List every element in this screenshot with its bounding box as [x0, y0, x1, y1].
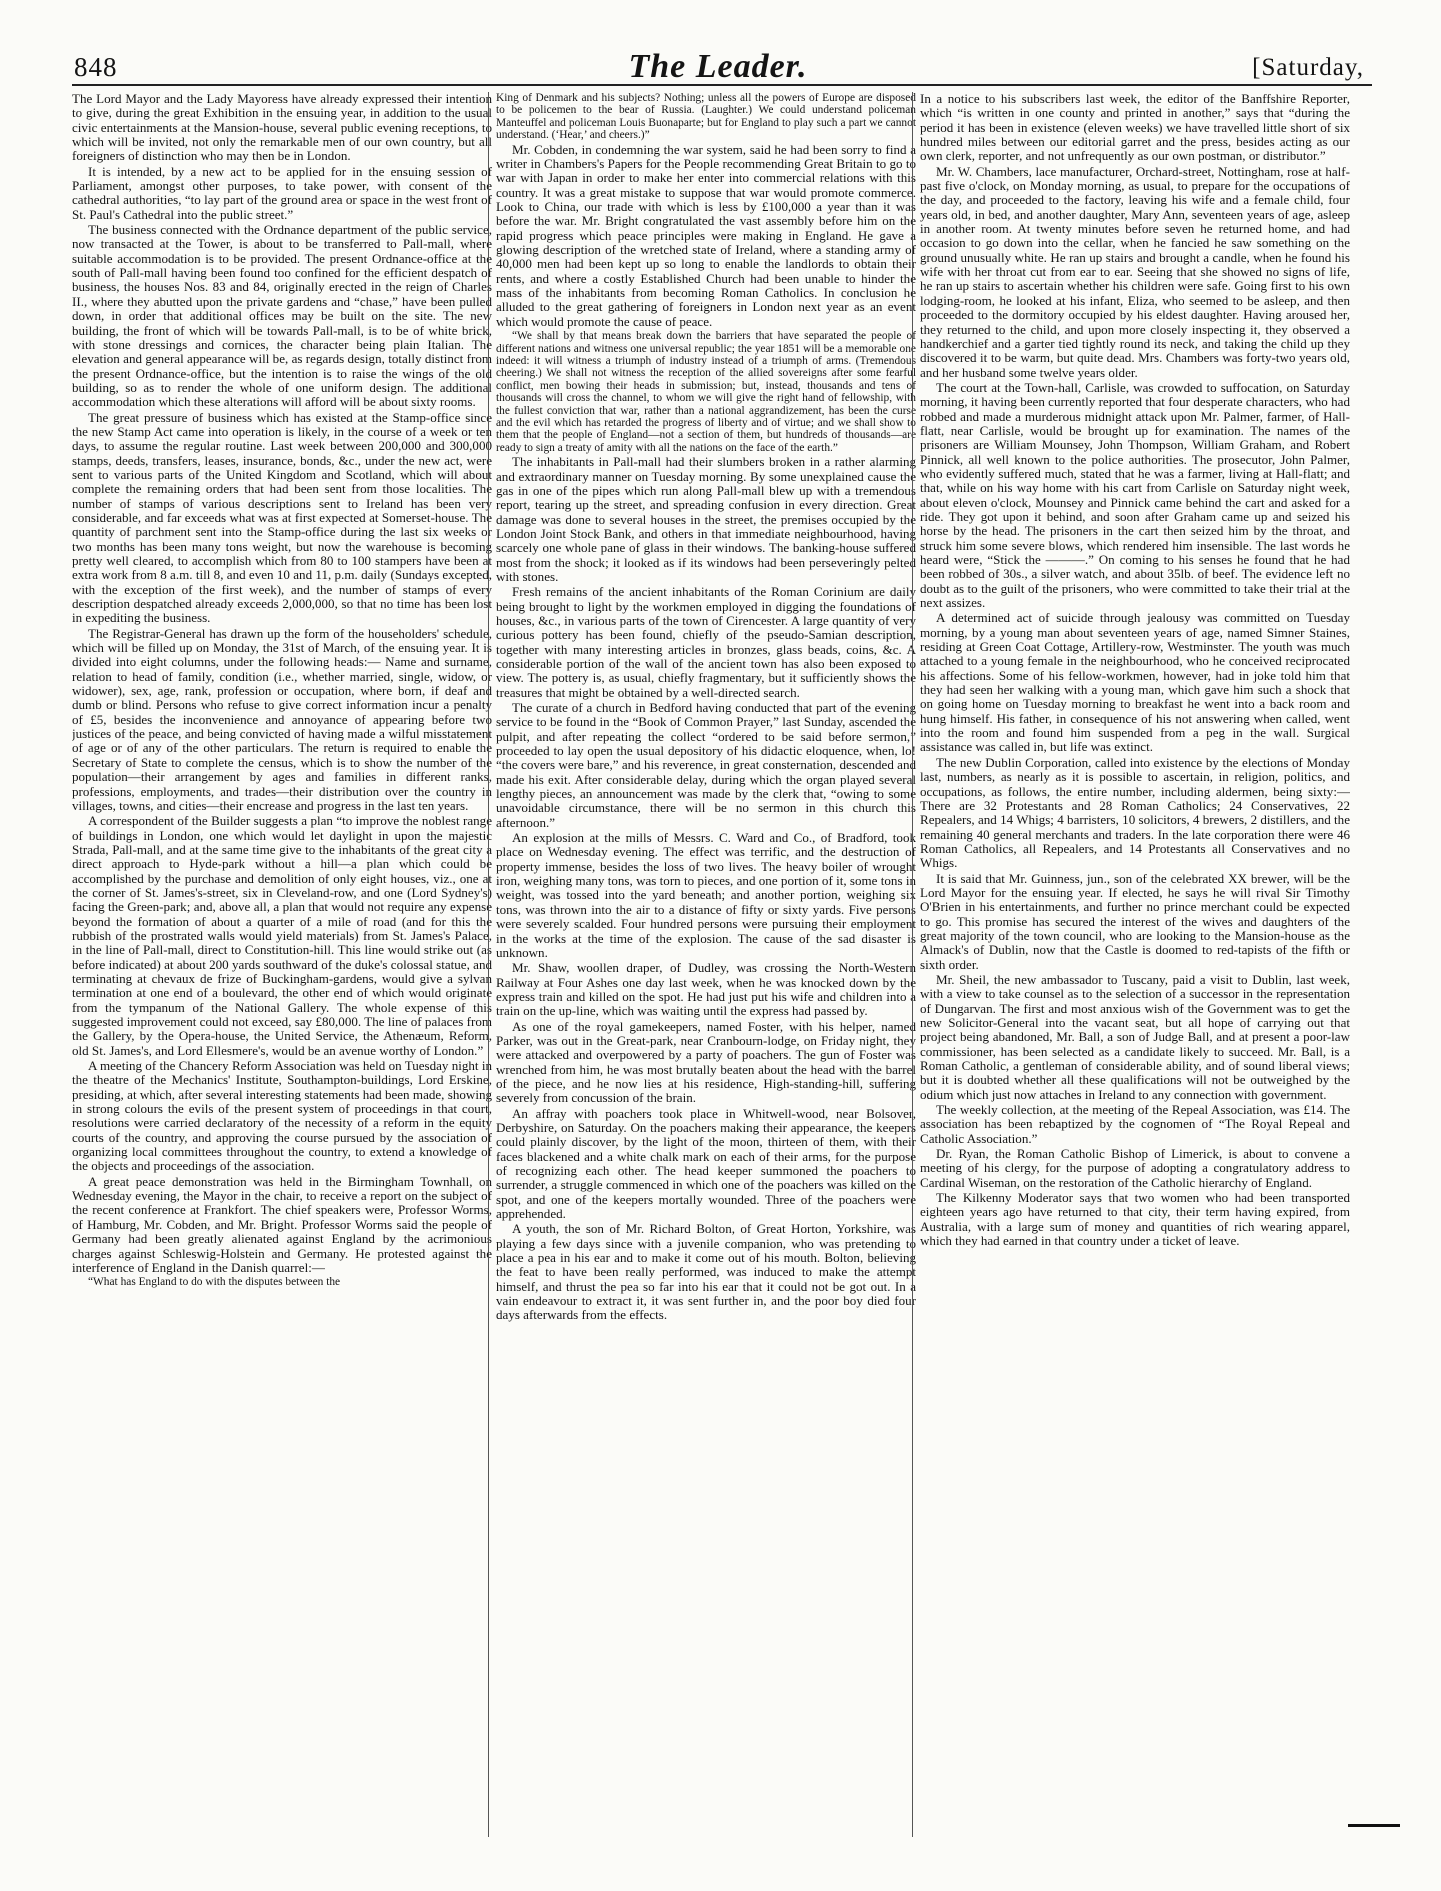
quote-start: “What has England to do with the disputes between the: [88, 1276, 341, 1289]
column-divider: [488, 92, 489, 1837]
article-great-horton: A youth, the son of Mr. Richard Bolton, of Great Horton, Yorkshire, was playing a few days since with a juvenile companion, who was pretending to place a pea in his ear and to make it come out of his mouth. Bolton, believing the feat to have been really performed, was induced to make the attempt himself, and thrust the pea so far into his ear that it could not be got out. In a vain endeavour to extract it, it was sent further in, and the poor boy died four days afterwards from the effects.: [496, 1221, 916, 1323]
article-census: The Registrar-General has drawn up the form of the householders' schedule, which will be filled up on Monday, the 31st of March, of the ensuing year. It is divided into eight columns, under the following heads:— Name and surname, relation to head of family, condition (i.e., whether married, single, widow, or widower), sex, age, rank, profession or occupation, where born, if deaf and dumb or blind. Persons who refuse to give correct information incur a penalty of £5, besides the inconvenience and annoyance of appearing before two justices of the peace, and being convicted of having made a wilful misstatement of age or of any of the other particulars. The return is required to enable the Secretary of State to complete the census, which is to show the number of the population—their arrangement by ages and families in different ranks, professions, employments, and trades—their distribution over the country in villages, towns, and cities—their encrease and progress in the last ten years.: [72, 625, 492, 813]
article-dudley: Mr. Shaw, woollen draper, of Dudley, was crossing the North-Western Railway at Four Ashes one day last week, when he was knocked down by the express train and killed on the spot. He had just put his wife and children into a train on the up-line, which was waiting until the express had passed by.: [496, 960, 916, 1019]
article-chancery: A meeting of the Chancery Reform Association was held on Tuesday night in the theatre of the Mechanics' Institute, Southampton-buildings, Lord Erskine, presiding, at which, after several interesting statements had been made, showing in strong colours the evils of the present system of proceedings in that court, resolutions were carried declaratory of the necessity of a reform in the equity courts of the country, and approving the course pursued by the association of organizing local committees throughout the country, to extend a knowledge of the objects and proceedings of the association.: [72, 1058, 492, 1174]
masthead: [72, 48, 1364, 92]
article-suicide: A determined act of suicide through jealousy was committed on Tuesday morning, by a young man about seventeen years of age, named Simner Staines, residing at Green Coat Cottage, Artillery-row, Westminster. The youth was much attached to a young female in the neighbourhood, who he conceived reciprocated his affections. Some of his fellow-workmen, however, had in joke told him that they had seen her walking with a young man, which gave him such a shock that on going home on Tuesday morning to breakfast he went into a back room and hung himself. His father, in consequence of his not answering when called, went into the room and found him suspended from a peg in the wall. Surgical assistance was called in, but life was extinct.: [920, 610, 1350, 755]
quote-continued: King of Denmark and his subjects? Nothing; unless all the powers of Europe are disposed to be policemen to the bear of Russia. (Laughter.) We could understand policeman Manteuffel and policeman Louis Buonaparte; but for England to play such a part we cannot understand. (‘Hear,’ and cheers.)”: [496, 92, 916, 142]
article-bedford-curate: The curate of a church in Bedford having conducted that part of the evening service to be found in the “Book of Common Prayer,” last Sunday, ascended the pulpit, and after repeating the collect “ordered to be said before sermon,” proceeded to lay open the usual depository of his didactic eloquence, when, lo! “the covers were bare,” and his reverence, in great consternation, descended and made his exit. After considerable delay, during which the organ played several lengthy pieces, an announcement was made by the clerk that, “owing to some unavoidable circumstance, there will be no sermon in this church this afternoon.”: [496, 700, 916, 830]
article-dr-ryan: Dr. Ryan, the Roman Catholic Bishop of Limerick, is about to convene a meeting of his clergy, for the purpose of adopting a congratulatory address to Cardinal Wiseman, on the restoration of the Catholic hierarchy of England.: [920, 1146, 1350, 1190]
article-chambers-nottingham: Mr. W. Chambers, lace manufacturer, Orchard-street, Nottingham, rose at half-past five o'clock, on Monday morning, as usual, to prepare for the occupations of the day, and proceeded to the factory, leaving his wife and a female child, four years old, in bed, and another daughter, Mary Ann, seventeen years of age, asleep in another room. At twenty minutes before seven he returned home, and had occasion to go down into the cellar, when he fancied he saw something on the ground unusually white. He ran up stairs and brought a candle, when he found his wife with her throat cut from ear to ear. Seeing that she showed no signs of life, he ran up stairs to ascertain whether his children were safe. Going first to his own lodging-room, he looked at his infant, Eliza, who seemed to be asleep, and then proceeded to the dormitory occupied by his eldest daughter. Having aroused her, they returned to the child, and upon more closely inspecting it, they observed a handkerchief and a garter tied tightly round its neck, and taking the child up they discovered it to be warm, but quite dead. Mrs. Chambers was forty-two years old, and her husband some twelve years older.: [920, 163, 1350, 380]
article-gamekeepers: As one of the royal gamekeepers, named Foster, with his helper, named Parker, was out in the Great-park, near Cranbourn-lodge, on Friday night, they were attacked and overpowered by a party of poachers. The gun of Foster was wrenched from him, he was most brutally beaten about the head with the barrel of the piece, and he now lies at his residence, High-standing-hill, suffering severely from concussion of the brain.: [496, 1018, 916, 1106]
article-guinness: It is said that Mr. Guinness, jun., son of the celebrated XX brewer, will be the Lord Mayor for the ensuing year. If elected, he says he will rival Sir Timothy O'Brien in his entertainments, and further no prince merchant could be expected to go. This promise has secured the interest of the wives and daughters of the great majority of the town council, who are looking to the Mansion-house as the Almack's of Dublin, now that the Castle is doomed to red-tapists of the fifth or sixth order.: [920, 870, 1350, 972]
article-carlisle: The court at the Town-hall, Carlisle, was crowded to suffocation, on Saturday morning, it having been currently reported that four desperate characters, who had robbed and made a murderous midnight attack upon Mr. Palmer, farmer, of Hall-flatt, near Carlisle, would be brought up for examination. The names of the prisoners are William Mounsey, John Thompson, William Graham, and Robert Pinnick, all well known to the police authorities. The prosecutor, John Palmer, who evidently suffered much, stated that he was a farmer, living at Hall-flatt; and that, while on his way home with his cart from Carlisle on Saturday night week, about eleven o'clock, Mounsey and Pinnick came behind the cart and asked for a ride. They got upon it behind, and soon after Graham came up and seized his horse by the head. The prisoners in the cart then seized him by the throat, and struck him some severe blows, which rendered him insensible. The last words he heard were, “Stick the ———.” On coming to his senses he found that he had been robbed of 30s., a silver watch, and about 35lb. of beef. The evidence left no doubt as to the guilt of the prisoners, who were committed to take their trial at the next assizes.: [920, 379, 1350, 611]
page-number: 848: [74, 52, 118, 82]
issue-day: [Saturday,: [1252, 54, 1364, 81]
article-ordnance: The business connected with the Ordnance department of the public service, now transacted at the Tower, is about to be transferred to Pall-mall, where suitable accommodation is to be provided. The present Ordnance-office at the south of Pall-mall having been found too confined for the efficient despatch of business, the houses Nos. 83 and 84, originally erected in the reign of Charles II., where they abutted upon the private gardens and “chase,” have been pulled down, in order that additional offices may be built on the site. The new building, the front of which will be towards Pall-mall, is to be of white brick, with stone dressings and cornices, the character being plain Italian. The elevation and general appearance will be, as regards design, totally distinct from the present Ordnance-office, but the intention is to raise the wings of the old building, so as to render the whole of one uniform design. The additional accommodation which these alterations will afford will be about sixty rooms.: [72, 222, 492, 410]
article-builder: A correspondent of the Builder suggests a plan “to improve the noblest range of buildings in London, one which would let daylight in upon the majestic Strada, Pall-mall, and at the same time give to the inhabitants of the great city a direct approach to Hyde-park without a hill—a plan which could be accomplished by the purchase and demolition of only eight houses, viz., one at the corner of St. James's-street, six in Cleveland-row, and one (Lord Sydney's) facing the Green-park; and, above all, a plan that would not require any expense beyond the formation of about a quarter of a mile of road (and for this the rubbish of the prostrated walls would yield materials) from St. James's Palace, in the line of Pall-mall, direct to Constitution-hill. This line would strike out (as before indicated) at about 200 yards southward of the duke's colossal statue, and terminating at chevaux de frize of Buckingham-gardens, would give a sylvan termination at one end of a boulevard, the other end of which would originate from the tympanum of the National Gallery. The whole expense of this suggested improvement could not exceed, say £80,000. The line of palaces from the Gallery, by the Opera-house, the United Service, the Athenæum, Reform, old St. James's, and Lord Ellesmere's, would be an avenue worthy of London.”: [72, 813, 492, 1058]
column-2: [496, 92, 916, 1837]
article-bradford-explosion: An explosion at the mills of Messrs. C. Ward and Co., of Bradford, took place on Wednesday evening. The effect was terrific, and the destruction of property immense, besides the loss of two lives. The heavy boiler of wrought iron, weighing many tons, was torn to pieces, and one portion of it, some tons in weight, was tossed into the yard beneath; and another portion, weighing six tons, was thrown into the air to a distance of fifty or sixty yards. Five persons were severely scalded. Four hundred persons were pursuing their employment in the works at the time of the explosion. The cause of the sad disaster is unknown.: [496, 830, 916, 960]
article-dublin-corporation: The new Dublin Corporation, called into existence by the elections of Monday last, numbers, as nearly as it is possible to ascertain, in religion, politics, and occupations, as follows, the entire number, including aldermen, being sixty:—There are 32 Protestants and 28 Roman Catholics; 24 Conservatives, 22 Repealers, and 14 Whigs; 4 barristers, 10 solicitors, 4 brewers, 2 distillers, and the remaining 40 general merchants and traders. In the late corporation there were 46 Roman Catholics, all Repealers, and 14 Protestants all Conservatives and no Whigs.: [920, 754, 1350, 871]
quote-bright: “We shall by that means break down the barriers that have separated the people of different nations and witness one universal republic; the year 1851 will be a memorable one indeed: it will witness a triumph of industry instead of a triumph of arms. (Tremendous cheering.) We shall not witness the reception of the allied sovereigns after some fearful conflict, men bowing their heads in submission; but, instead, thousands and tens of thousands will cross the channel, to whom we will give the right hand of fellowship, with the fullest conviction that war, rather than a national aggrandizement, has been the curse and the evil which has retarded the progress of liberty and of virtue; and we shall show to them that the people of England—not a section of them, but hundreds of thousands—are ready to sign a treaty of amity with all the nations on the face of the earth.”: [496, 330, 916, 454]
header-rule: [72, 84, 1372, 86]
article-banffshire: In a notice to his subscribers last week, the editor of the Banffshire Reporter, which “is written in one county and printed in another,” says that “during the period it has been in existence (eleven weeks) we have travelled little short of six hundred miles between our editorial garret and the press, besides acting as our own clerk, reporter, and not unfrequently as our own postman, or distributor.”: [920, 92, 1350, 164]
article-cobden: Mr. Cobden, in condemning the war system, said he had been sorry to find a writer in Chambers's Papers for the People recommending Great Britain to go to war with Japan in order to make her enter into commercial relations with this country. It was a great mistake to suppose that war would promote commerce. Look to China, our trade with which is less by £100,000 a year than it was before the war. Mr. Bright congratulated the vast assembly before him on the rapid progress which peace principles were making in England. He gave a glowing description of the wretched state of Ireland, where a standing army of 40,000 men had been kept up so long to enable the landlords to obtain their rents, and where a costly Established Church had been unable to hinder the mass of the inhabitants from becoming Roman Catholics. In conclusion he alluded to the great gathering of foreigners in London next year as an event which would promote the cause of peace.: [496, 141, 916, 329]
article-repeal: The weekly collection, at the meeting of the Repeal Association, was £14. The association has been rebaptized by the cognomen of “The Royal Repeal and Catholic Association.”: [920, 1102, 1350, 1146]
column-3: [920, 92, 1350, 1837]
article-stamp-office: The great pressure of business which has existed at the Stamp-office since the new Stamp Act came into operation is likely, in the course of a week or ten days, to assume the regular routine. Last week between 200,000 and 300,000 stamps, deeds, transfers, leases, insurance, bonds, &c., under the new act, were sent to various parts of the United Kingdom and Scotland, which will about complete the remaining orders that had been sent from those localities. The number of stamps of various descriptions sent to Ireland has been very considerable, and far exceeds what was at first expected at Somerset-house. The quantity of parchment sent into the Stamp-office during the last six weeks or two months has been many tons weight, but now the warehouse is becoming pretty well cleared, to accomplish which from 80 to 100 stampers have been at extra work from 8 a.m. till 8, and even 10 and 11, p.m. daily (Sundays excepted, with the exception of the first week), and the number of stamps of every description despatched already exceeds 2,000,000, so that no time has been lost in expediting the business.: [72, 409, 492, 626]
article-st-pauls: It is intended, by a new act to be applied for in the ensuing session of Parliament, amongst other purposes, to take power, with consent of the cathedral authorities, “to lay part of the ground area or space in the west front of St. Paul's Cathedral into the public street.”: [72, 163, 492, 222]
article-peace-demonstration: A great peace demonstration was held in the Birmingham Townhall, on Wednesday evening, the Mayor in the chair, to receive a report on the subject of the recent conference at Frankfort. The chief speakers were, Professor Worms, of Hamburg, Mr. Cobden, and Mr. Bright. Professor Worms said the people of Germany had been greatly alienated against England by the acrimonious charges against Schleswig-Holstein and Germany. He protested against the interference of England in the Danish quarrel:—: [72, 1173, 492, 1275]
article-whitwell-wood: An affray with poachers took place in Whitwell-wood, near Bolsover, Derbyshire, on Saturday. On the poachers making their appearance, the keepers could plainly discover, by the light of the moon, thirteen of them, with their faces blackened and a white chalk mark on each of their arms, for the purpose of recognizing each other. The head keeper summoned the poachers to surrender, a struggle commenced in which one of the poachers was killed on the spot, and one of the keepers mortally wounded. Three of the poachers were apprehended.: [496, 1105, 916, 1222]
column-divider: [912, 92, 913, 1837]
article-pall-mall-gas: The inhabitants in Pall-mall had their slumbers broken in a rather alarming and extraordinary manner on Tuesday morning. By some unexplained cause the gas in one of the pipes which run along Pall-mall blew up with a tremendous report, tearing up the street, and spreading confusion in every direction. Great damage was done to several houses in the street, the premises occupied by the London Joint Stock Bank, and others in that immediate neighbourhood, having scarcely one whole pane of glass in their windows. The banking-house suffered most from the shock; it looked as if its windows had been perseveringly pelted with stones.: [496, 454, 916, 584]
article-kilkenny: The Kilkenny Moderator says that two women who had been transported eighteen years ago have returned to that city, their term having expired, from Australia, with a large sum of money and quantities of rich wearing apparel, which they had earned in that country under a ticket of leave.: [920, 1190, 1350, 1249]
article-lord-mayor: The Lord Mayor and the Lady Mayoress have already expressed their intention to give, during the great Exhibition in the ensuing year, in addition to the usual civic entertainments at the Mansion-house, several public evening receptions, to which will be invited, not only the remarkable men of our own country, but all foreigners of distinction who may then be in London.: [72, 92, 492, 164]
corner-rule: [1348, 1824, 1400, 1827]
column-1: [72, 92, 492, 1837]
article-sheil: Mr. Sheil, the new ambassador to Tuscany, paid a visit to Dublin, last week, with a view to take counsel as to the selection of a successor in the representation of Dungarvan. The first and most anxious wish of the Government was to get the new Solicitor-General into the vacant seat, but all hope of carrying out that project being abandoned, Mr. Ball, a son of Judge Ball, and at present a poor-law commissioner, has been selected as a candidate likely to succeed. Mr. Ball, is a Roman Catholic, a gentleman of considerable ability, and of sound liberal views; but it is doubted whether all these qualifications will not be outweighed by the odium which just now attaches in Ireland to any connection with government.: [920, 971, 1350, 1102]
article-cirencester: Fresh remains of the ancient inhabitants of the Roman Corinium are daily being brought to light by the workmen employed in digging the foundations of houses, &c., in various parts of the town of Cirencester. A large quantity of very curious pottery has been found, chiefly of the pseudo-Samian description, together with many interesting articles in bronzes, glass beads, coins, &c. A considerable portion of the wall of the ancient town has also been exposed to view. The pottery is, as usual, chiefly fragmentary, but it sufficiently shows the treasures that might be obtained by a well-directed search.: [496, 584, 916, 700]
newspaper-title: The Leader.: [628, 48, 808, 85]
